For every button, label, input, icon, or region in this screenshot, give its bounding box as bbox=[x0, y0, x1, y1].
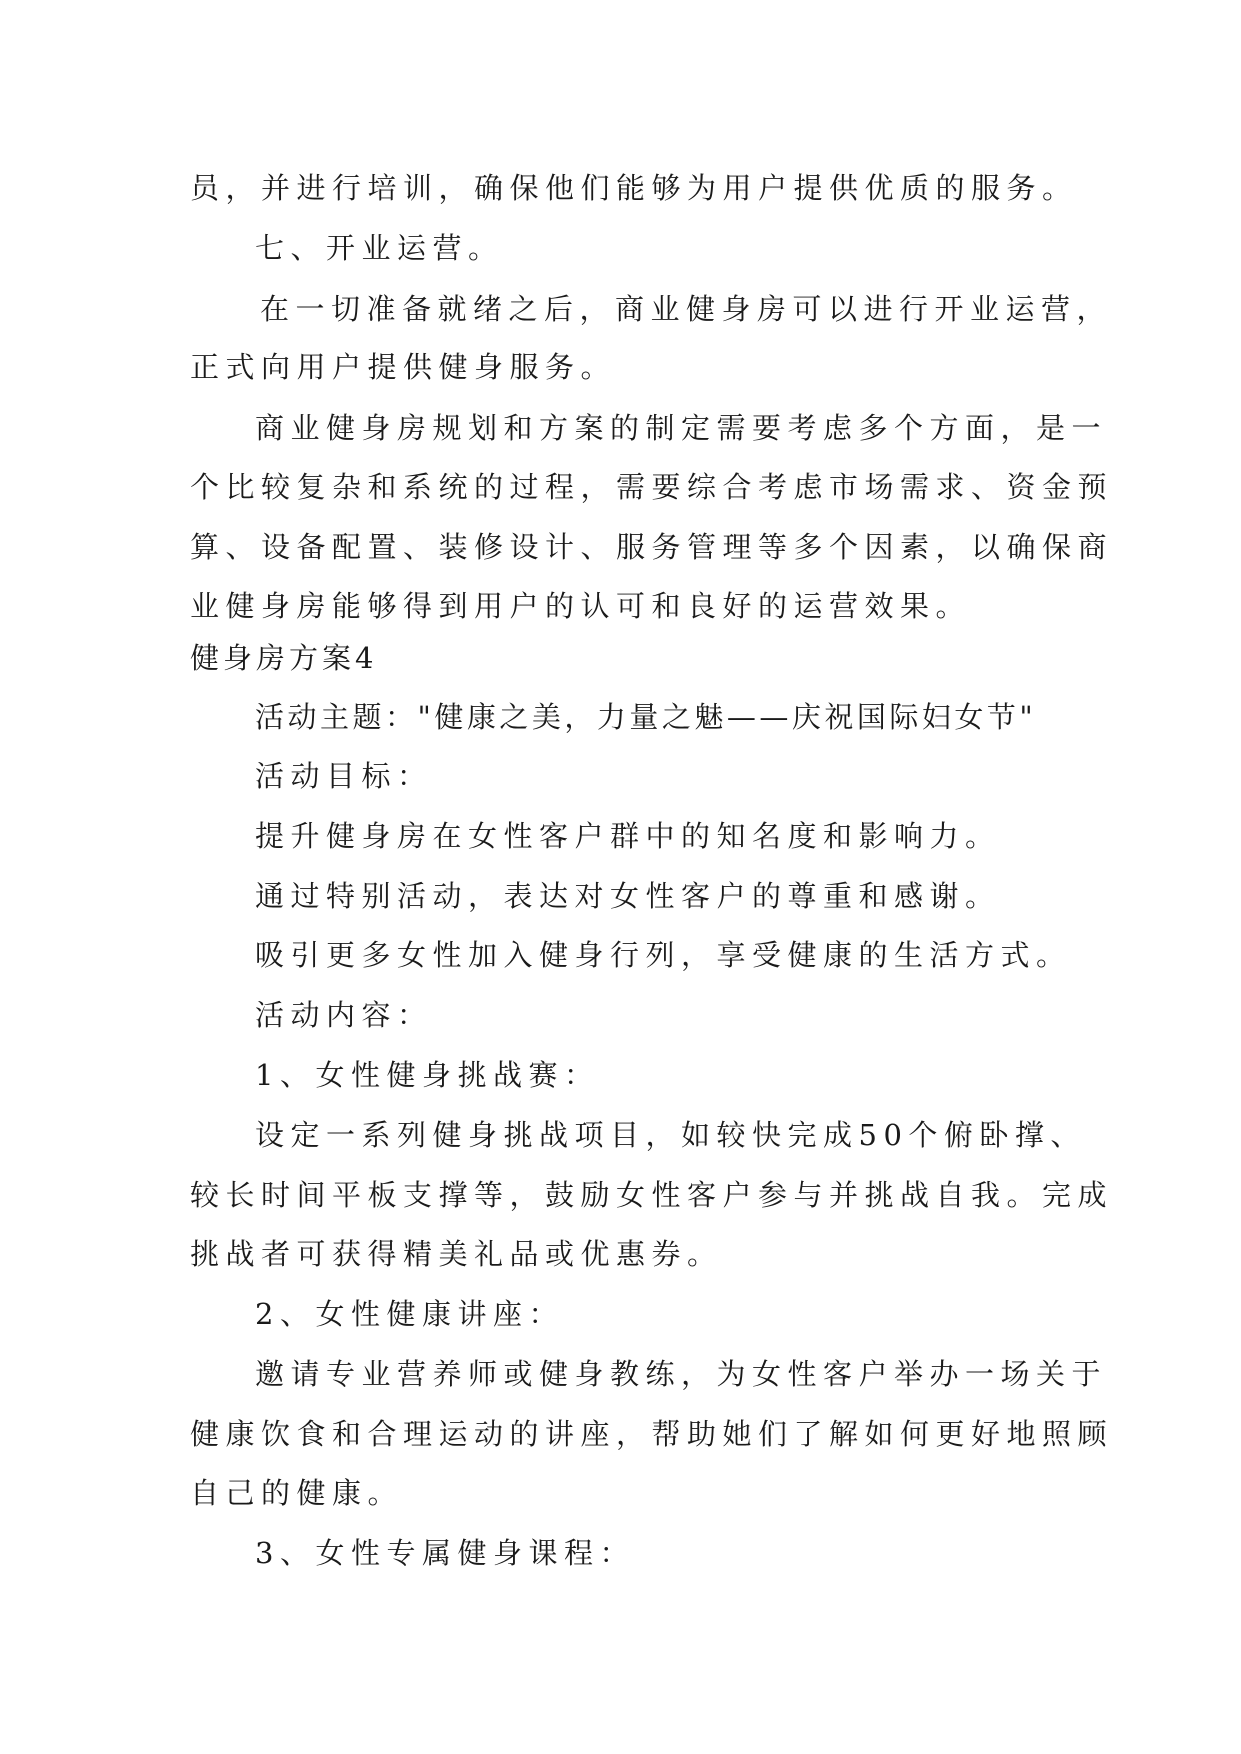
activity-content-heading: 活动内容： bbox=[255, 998, 433, 1032]
paragraph-line: 个比较复杂和系统的过程，需要综合考虑市场需求、资金预 bbox=[190, 470, 1114, 504]
goal-item: 提升健身房在女性客户群中的知名度和影响力。 bbox=[255, 819, 1001, 853]
paragraph-line: 商业健身房规划和方案的制定需要考虑多个方面，是一 bbox=[255, 411, 1108, 445]
goal-item: 吸引更多女性加入健身行列，享受健康的生活方式。 bbox=[255, 938, 1072, 972]
paragraph-line: 正式向用户提供健身服务。 bbox=[190, 350, 617, 384]
paragraph-line: 算、设备配置、装修设计、服务管理等多个因素，以确保商 bbox=[190, 530, 1114, 564]
paragraph-line: 邀请专业营养师或健身教练，为女性客户举办一场关于 bbox=[255, 1357, 1108, 1391]
paragraph-line: 员，并进行培训，确保他们能够为用户提供优质的服务。 bbox=[190, 171, 1078, 205]
content-item-heading: 1、女性健身挑战赛： bbox=[255, 1058, 600, 1092]
section-heading-opening: 七、开业运营。 bbox=[255, 231, 504, 265]
content-item-heading: 3、女性专属健身课程： bbox=[255, 1536, 635, 1570]
paragraph-line: 业健身房能够得到用户的认可和良好的运营效果。 bbox=[190, 589, 972, 623]
paragraph-line: 设定一系列健身挑战项目，如较快完成50个俯卧撑、 bbox=[255, 1118, 1086, 1152]
section-title: 健身房方案4 bbox=[190, 641, 378, 675]
paragraph-line: 自己的健康。 bbox=[190, 1476, 404, 1510]
goal-item: 通过特别活动，表达对女性客户的尊重和感谢。 bbox=[255, 879, 1001, 913]
activity-theme: 活动主题："健康之美，力量之魅——庆祝国际妇女节" bbox=[255, 700, 1037, 734]
activity-goals-heading: 活动目标： bbox=[255, 759, 433, 793]
paragraph-line: 挑战者可获得精美礼品或优惠券。 bbox=[190, 1237, 723, 1271]
content-item-heading: 2、女性健康讲座： bbox=[255, 1297, 564, 1331]
paragraph-line: 较长时间平板支撑等，鼓励女性客户参与并挑战自我。完成 bbox=[190, 1178, 1114, 1212]
paragraph-line: 健康饮食和合理运动的讲座，帮助她们了解如何更好地照顾 bbox=[190, 1417, 1114, 1451]
paragraph-line: 在一切准备就绪之后，商业健身房可以进行开业运营， bbox=[260, 292, 1113, 326]
